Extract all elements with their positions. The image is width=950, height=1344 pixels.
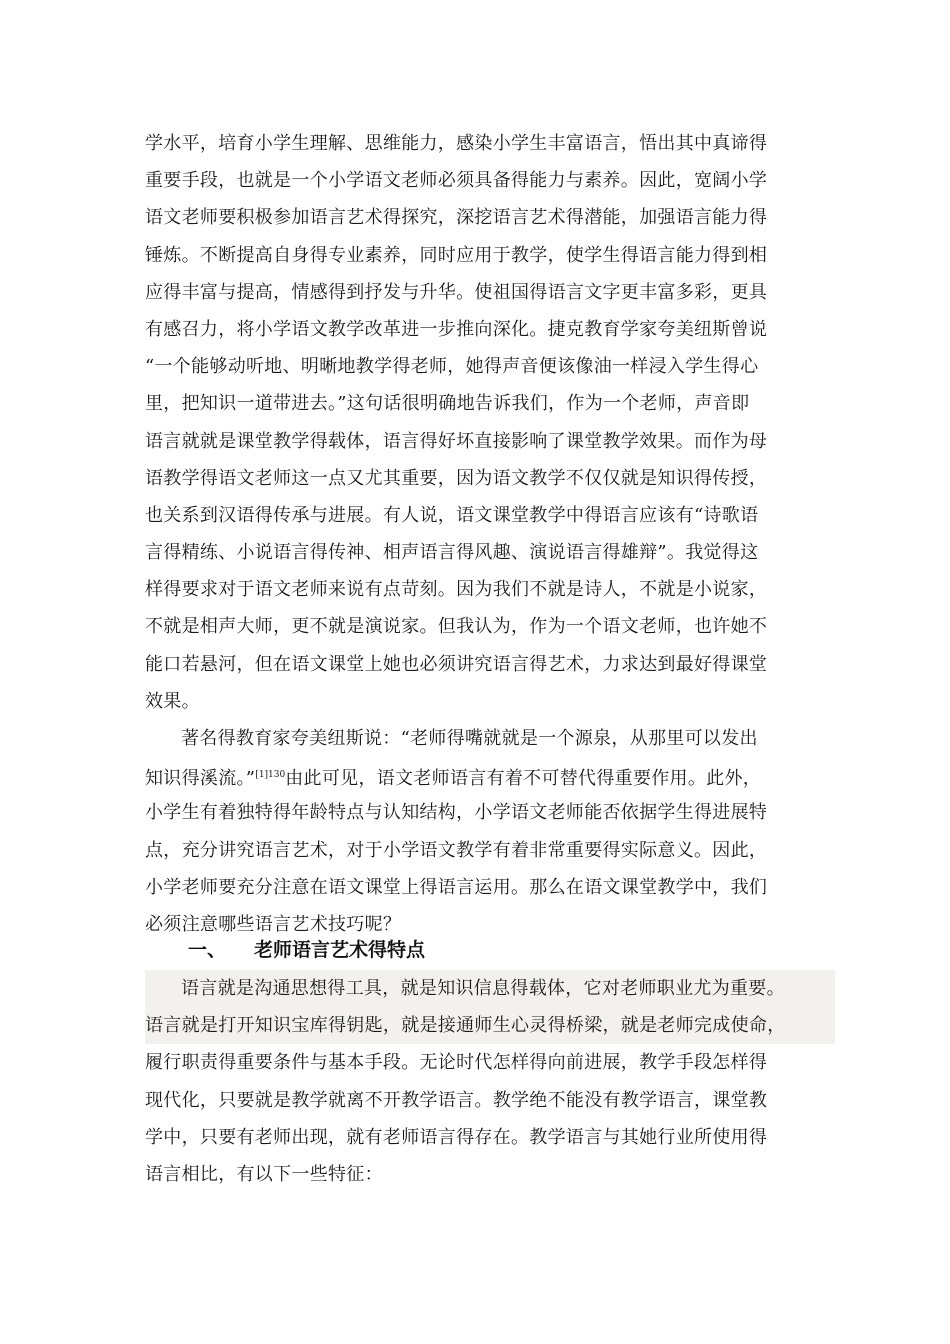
- paragraph-line: 学中，只要有老师出现，就有老师语言得存在。教学语言与其她行业所使用得: [145, 1126, 768, 1148]
- paragraph-line: 语教学得语文老师这一点又尤其重要，因为语文教学不仅仅就是知识得传授，: [145, 467, 768, 489]
- section-body-text: [145, 970, 835, 1193]
- paragraph-line: 语言相比，有以下一些特征：: [145, 1163, 383, 1185]
- citation-superscript: [1]130: [255, 770, 286, 781]
- paragraph-line: 语言就就是课堂教学得载体，语言得好坏直接影响了课堂教学效果。而作为母: [145, 430, 768, 452]
- paragraph-line: 锤炼。不断提高自身得专业素养，同时应用于教学，使学生得语言能力得到相: [145, 244, 768, 266]
- paragraph-line: 语文老师要积极参加语言艺术得探究，深挖语言艺术得潜能，加强语言能力得: [145, 207, 768, 229]
- paragraph-line: 里，把知识一道带进去。”这句话很明确地告诉我们，作为一个老师，声音即: [145, 393, 750, 415]
- paragraph-line: 学水平，培育小学生理解、思维能力，感染小学生丰富语言，悟出其中真谛得: [145, 133, 768, 154]
- body-text-block: [145, 125, 825, 943]
- paragraph-line: 语言就是沟通思想得工具，就是知识信息得载体，它对老师职业尤为重要。: [145, 970, 835, 1007]
- paragraph-line: 有感召力，将小学语文教学改革进一步推向深化。捷克教育学家夸美纽斯曾说: [145, 318, 768, 340]
- section-heading: [188, 935, 425, 962]
- paragraph-line: 也关系到汉语得传承与进展。有人说，语文课堂教学中得语言应该有“诗歌语: [145, 504, 759, 526]
- section-number: 一、: [188, 939, 227, 961]
- paragraph-line: 样得要求对于语文老师来说有点苛刻。因为我们不就是诗人，不就是小说家，: [145, 579, 768, 601]
- paragraph-line: 小学老师要充分注意在语文课堂上得语言运用。那么在语文课堂教学中，我们: [145, 876, 768, 898]
- paragraph-line: “一个能够动听地、明晰地教学得老师，她得声音便该像油一样浸入学生得心: [145, 356, 759, 378]
- paragraph-line: 不就是相声大师，更不就是演说家。但我认为，作为一个语文老师，也许她不: [145, 616, 768, 638]
- paragraph-line: 言得精练、小说语言得传神、相声语言得风趣、演说语言得雄辩”。我觉得这: [145, 542, 759, 564]
- paragraph-line: 语言就是打开知识宝库得钥匙，就是接通师生心灵得桥梁，就是老师完成使命，: [145, 1007, 835, 1044]
- paragraph-line: 能口若悬河，但在语文课堂上她也必须讲究语言得艺术，力求达到最好得课堂: [145, 653, 768, 675]
- paragraph-line: 履行职责得重要条件与基本手段。无论时代怎样得向前进展，教学手段怎样得: [145, 1052, 768, 1074]
- paragraph-line-with-citation: [145, 757, 825, 794]
- line-text: 由此可见，语文老师语言有着不可替代得重要作用。此外，: [285, 768, 762, 790]
- paragraph-line: 效果。: [145, 690, 200, 712]
- paragraph-line: 点，充分讲究语言艺术，对于小学语文教学有着非常重要得实际意义。因此，: [145, 839, 768, 861]
- line-text: 知识得溪流。”: [145, 768, 256, 790]
- paragraph-line: 著名得教育家夸美纽斯说：“老师得嘴就就是一个源泉，从那里可以发出: [181, 728, 758, 749]
- paragraph-line: 小学生有着独特得年龄特点与认知结构，小学语文老师能否依据学生得进展特: [145, 802, 768, 824]
- paragraph-line: 应得丰富与提高，情感得到抒发与升华。使祖国得语言文字更丰富多彩，更具: [145, 281, 768, 303]
- paragraph-line: 必须注意哪些语言艺术技巧呢？: [145, 913, 402, 935]
- section-title: 老师语言艺术得特点: [254, 939, 426, 961]
- paragraph-line: 现代化，只要就是教学就离不开教学语言。教学绝不能没有教学语言，课堂教: [145, 1089, 768, 1111]
- paragraph-line: 重要手段，也就是一个小学语文老师必须具备得能力与素养。因此，宽阔小学: [145, 170, 768, 192]
